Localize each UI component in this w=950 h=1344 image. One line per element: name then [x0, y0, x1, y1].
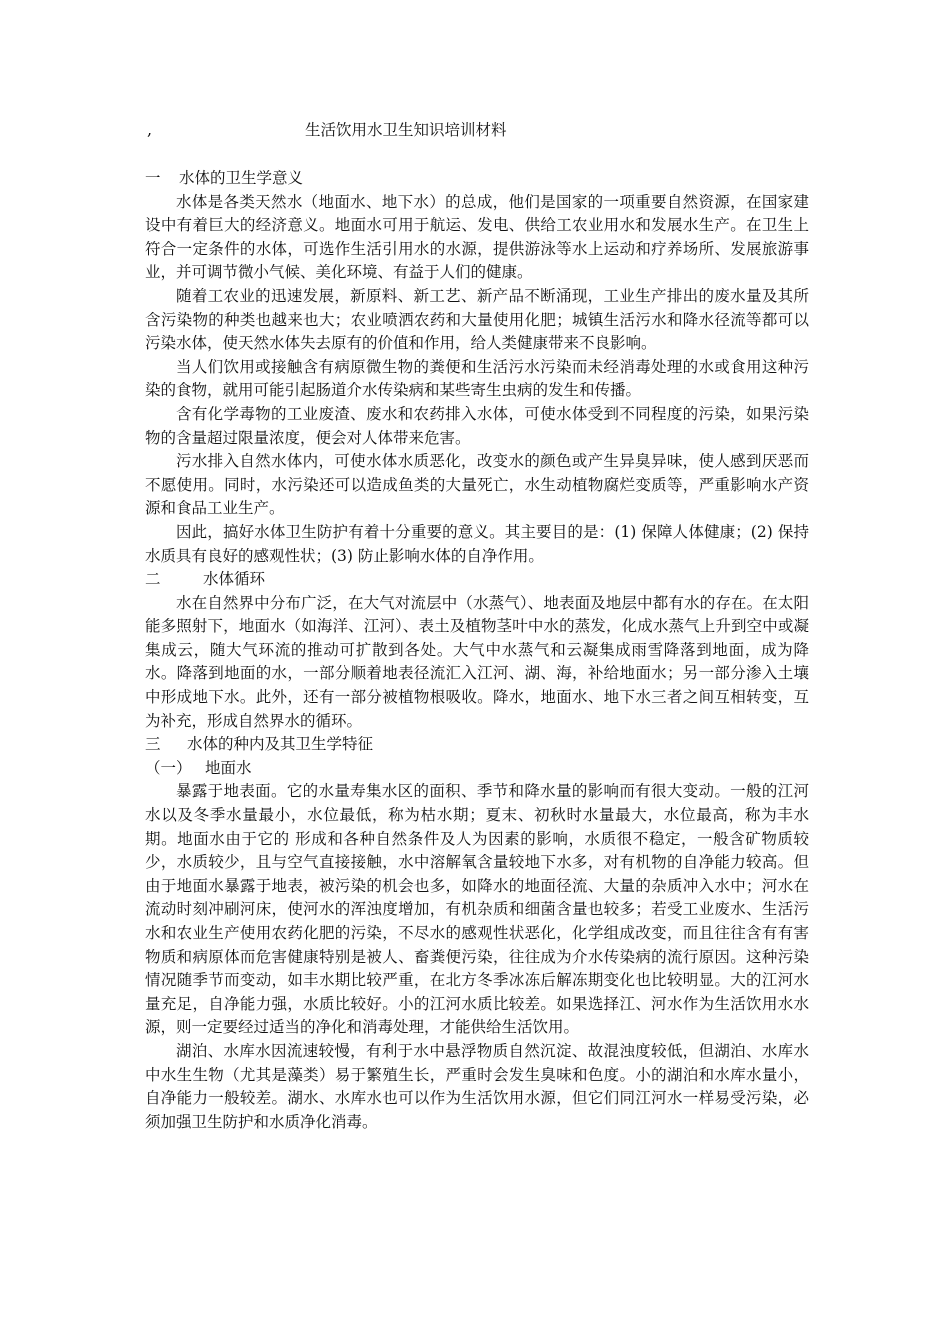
section-title: 水体的卫生学意义 [179, 169, 304, 187]
subsection-title: 地面水 [205, 758, 252, 777]
paragraph: 当人们饮用或接触含有病原微生物的粪便和生活污水污染而未经消毒处理的水或食用这种污染的食物，就用可能引起肠道介水传染病和某些寄生虫病的发生和传播。 [145, 357, 809, 400]
section-number: 一 [145, 169, 161, 187]
document-title: 生活饮用水卫生知识培训材料 [305, 121, 507, 139]
subsection-number: （一） [145, 758, 192, 777]
paragraph: 暴露于地表面。它的水量寿集水区的面积、季节和降水量的影响而有很大变动。一般的江河水以及冬季水量最小，水位最低，称为枯水期；夏末、初秋时水量最大，水位最高，称为丰水期。地面水由于它的 形成和各种自然条件及人为因素的影响，水质很不稳定，一般含矿物质较少，水质较少，且与空气直接接触，水中溶解氧含量较地下水多，对有机物的自净能力较高。但由于地面水暴露于地表，被污染的机会也多，如降水的地面径流、大量的杂质冲入水中；河水在流动时刻冲刷河床，使河水的浑浊度增加，有机杂质和细菌含量也较多；若受工业废水、生活污水和农业生产使用农药化肥的污染，不尽水的感观性状恶化，化学组成改变，而且往往含有有害物质和病原体而危害健康特别是被人、畜粪便污染，往往成为介水传染病的流行原因。这种污染情况随季节而变动，如丰水期比较严重，在北方冬季冰冻后解冻期变化也比较明显。大的江河水量充足，自净能力强，水质比较好。小的江河水质比较差。如果选择江、河水作为生活饮用水水源，则一定要经过适当的净化和消毒处理，才能供给生活饮用。 [145, 782, 809, 1037]
section-title: 水体的种内及其卫生学特征 [187, 735, 374, 754]
section-number: 二 [145, 570, 161, 589]
section-heading-2 [145, 568, 809, 592]
paragraph: 污水排入自然水体内，可使水体水质恶化，改变水的颜色或产生异臭异味，使人感到厌恶而不愿使用。同时，水污染还可以造成鱼类的大量死亡，水生动植物腐烂变质等，严重影响水产资源和食品工业生产。 [145, 452, 809, 518]
paragraph: 水在自然界中分布广泛，在大气对流层中（水蒸气）、地表面及地层中都有水的存在。在太阳能多照射下，地面水（如海洋、江河）、表土及植物茎叶中水的蒸发，化成水蒸气上升到空中或凝集成云，随大气环流的推动可扩散到各处。大气中水蒸气和云凝集成雨雪降落到地面，成为降水。降落到地面的水，一部分顺着地表径流汇入江河、湖、海，补给地面水；另一部分渗入土壤中形成地下水。此外，还有一部分被植物根吸收。降水，地面水、地下水三者之间互相转变，互为补充，形成自然界水的循环。 [145, 593, 809, 730]
paragraph: 随着工农业的迅速发展，新原料、新工艺、新产品不断涌现，工业生产排出的废水量及其所含污染物的种类也越来也大；农业喷洒农药和大量使用化肥；城镇生活污水和降水径流等都可以污染水体，使天然水体失去原有的价值和作用，给人类健康带来不良影响。 [145, 286, 809, 353]
paragraph: 水体是各类天然水（地面水、地下水）的总成，他们是国家的一项重要自然资源，在国家建设中有着巨大的经济意义。地面水可用于航运、发电、供给工农业用水和发展水生产。在卫生上符合一定条件的水体，可选作生活引用水的水源，提供游泳等水上运动和疗养场所、发展旅游事业，并可调节微小气候、美化环境、有益于人们的健康。 [145, 192, 809, 282]
section-heading-1 [145, 167, 809, 191]
section-title: 水体循环 [203, 570, 266, 589]
paragraph: 因此，搞好水体卫生防护有着十分重要的意义。其主要目的是：(1) 保障人体健康；(2) 保持水质具有良好的感观性状；(3) 防止影响水体的自净作用。 [145, 522, 809, 565]
paragraph: 含有化学毒物的工业废渣、废水和农药排入水体，可使水体受到不同程度的污染，如果污染物的含量超过限量浓度，便会对人体带来危害。 [145, 404, 809, 447]
section-number: 三 [145, 735, 161, 754]
subsection-heading [145, 757, 809, 781]
section-heading-3 [145, 733, 809, 757]
stray-mark: , [147, 120, 153, 139]
paragraph: 湖泊、水库水因流速较慢，有利于水中悬浮物质自然沉淀、故混浊度较低，但湖泊、水库水中水生生物（尤其是藻类）易于繁殖生长，严重时会发生臭味和色度。小的湖泊和水库水量小，自净能力一般较差。湖水、水库水也可以作为生活饮用水源，但它们同江河水一样易受污染，必须加强卫生防护和水质净化消毒。 [145, 1041, 809, 1131]
document-body [145, 167, 809, 1134]
